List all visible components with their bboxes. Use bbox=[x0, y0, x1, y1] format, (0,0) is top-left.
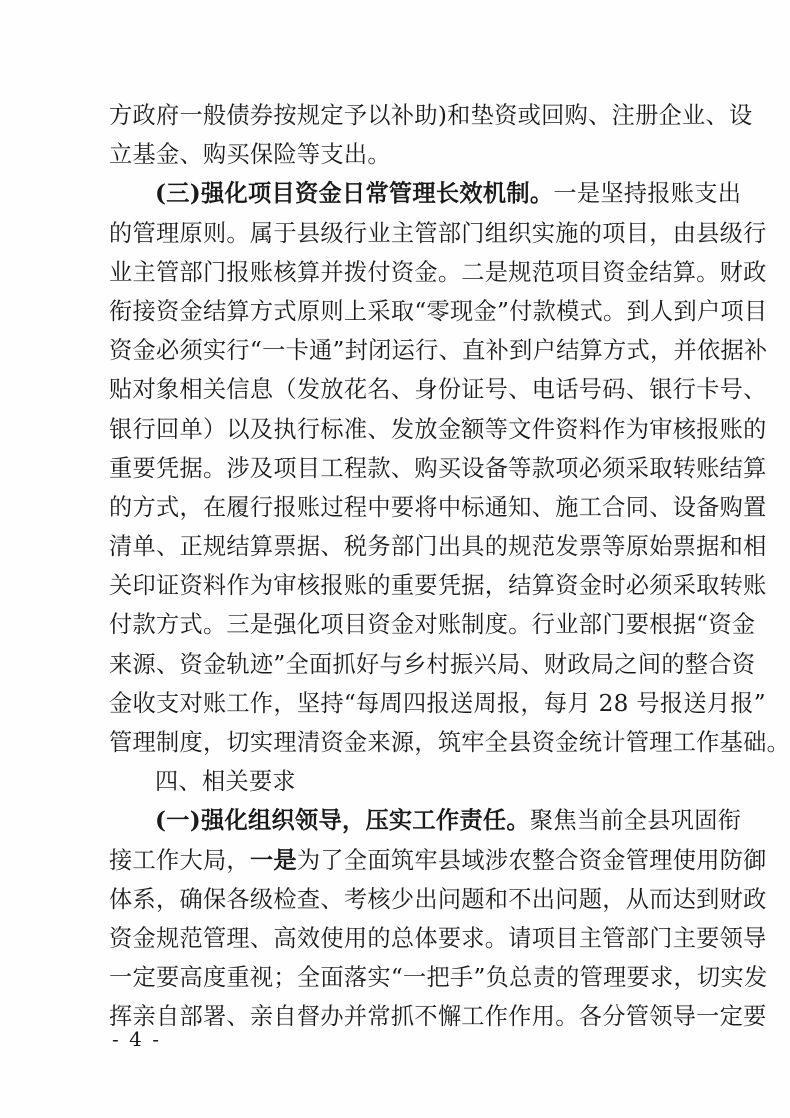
text-line bbox=[109, 96, 753, 135]
text-line bbox=[109, 997, 767, 1036]
text-line bbox=[109, 527, 767, 566]
text-line bbox=[109, 919, 767, 958]
text-line bbox=[109, 880, 767, 919]
text-line bbox=[109, 214, 767, 253]
text-run: 衔接资金结算方式原则上采取“零现金”付款模式。到人到户项目 bbox=[109, 297, 768, 325]
text-run: 体系，确保各级检查、考核少出问题和不出问题，从而达到财政 bbox=[109, 885, 767, 913]
bold-run: (三)强化项目资金日常管理长效机制。 bbox=[155, 180, 554, 208]
text-run: 四、相关要求 bbox=[155, 768, 296, 796]
text-run: 的管理原则。属于县级行业主管部门组织实施的项目，由县级行 bbox=[109, 219, 767, 247]
text-run: 方政府一般债券按规定予以补助)和垫资或回购、注册企业、设 bbox=[109, 102, 753, 129]
text-line bbox=[109, 841, 767, 880]
text-line bbox=[109, 801, 742, 840]
text-line bbox=[109, 331, 768, 370]
text-line bbox=[109, 449, 767, 488]
text-line bbox=[109, 370, 767, 409]
text-line bbox=[109, 253, 767, 292]
section-heading bbox=[109, 762, 699, 801]
text-run: 挥亲自部署、亲自督办并常抓不懈工作作用。各分管领导一定要 bbox=[109, 1003, 767, 1031]
text-run: 付款方式。三是强化项目资金对账制度。行业部门要根据“资金 bbox=[109, 611, 756, 639]
text-line bbox=[109, 605, 756, 644]
text-line bbox=[109, 292, 768, 331]
text-run: 资金必须实行“一卡通”封闭运行、直补到户结算方式，并依据补 bbox=[109, 337, 768, 365]
page-number: - 4 - bbox=[112, 1027, 161, 1051]
bold-run: (一)强化组织领导，压实工作责任。 bbox=[155, 807, 530, 835]
text-run: 关印证资料作为审核报账的重要凭据，结算资金时必须采取转账 bbox=[109, 572, 767, 600]
text-run: 接工作大局， bbox=[109, 846, 250, 874]
text-run: 立基金、购买保险等支出。 bbox=[109, 141, 391, 169]
text-run: 来源、资金轨迹”全面抓好与乡村振兴局、财政局之间的整合资 bbox=[109, 650, 756, 678]
text-line bbox=[109, 566, 767, 605]
text-line bbox=[109, 684, 766, 723]
text-line bbox=[109, 488, 767, 527]
text-run: 重要凭据。涉及项目工程款、购买设备等款项必须采取转账结算 bbox=[109, 454, 767, 482]
text-run: 银行回单）以及执行标准、发放金额等文件资料作为审核报账的 bbox=[109, 415, 767, 443]
text-line bbox=[109, 174, 742, 213]
text-run: 聚焦当前全县巩固衔 bbox=[529, 807, 742, 835]
text-run: 清单、正规结算票据、税务部门出具的规范发票等原始票据和相 bbox=[109, 533, 767, 561]
text-run: 一定要高度重视；全面落实“一把手”负总责的管理要求，切实发 bbox=[109, 964, 768, 992]
text-line bbox=[109, 135, 699, 174]
text-run: 金收支对账工作，坚持“每周四报送周报，每月 28 号报送月报” bbox=[109, 689, 766, 717]
text-run: 业主管部门报账核算并拨付资金。二是规范项目资金结算。财政 bbox=[109, 258, 767, 286]
text-run: 一是坚持报账支出 bbox=[553, 180, 742, 208]
bold-run: 一是 bbox=[249, 846, 297, 874]
text-run: 为了全面筑牢县域涉农整合资金管理使用防御 bbox=[296, 846, 767, 874]
text-line bbox=[109, 645, 756, 684]
text-run: 的方式，在履行报账过程中要将中标通知、施工合同、设备购置 bbox=[109, 493, 767, 521]
text-line bbox=[109, 958, 768, 997]
text-line bbox=[109, 723, 790, 762]
text-line bbox=[109, 410, 767, 449]
text-run: 资金规范管理、高效使用的总体要求。请项目主管部门主要领导 bbox=[109, 924, 767, 952]
text-run: 贴对象相关信息（发放花名、身份证号、电话号码、银行卡号、 bbox=[109, 376, 767, 404]
text-run: 管理制度，切实理清资金来源，筑牢全县资金统计管理工作基础。 bbox=[109, 729, 790, 756]
body-text bbox=[109, 96, 790, 1037]
